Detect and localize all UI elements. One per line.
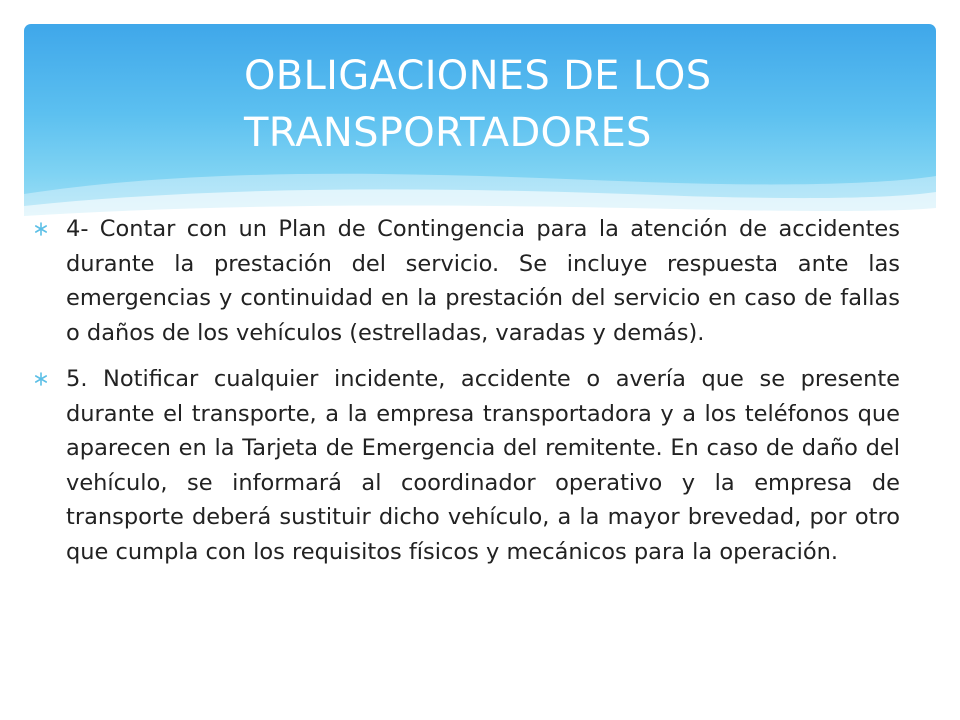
title-banner — [24, 24, 936, 224]
slide-title-line1: OBLIGACIONES DE LOS — [244, 53, 712, 99]
slide-title — [244, 48, 894, 162]
bullet-item-5 — [34, 362, 900, 569]
asterisk-icon — [34, 222, 48, 236]
bullet-text-5: 5. Notificar cualquier incidente, accidente o avería que se presente durante el transporte, a la empresa transportadora y a los teléfonos que aparecen en la Tarjeta de Emergencia del remitente. En caso de daño del vehículo, se informará al coordinador operativo y la empresa de transporte deberá sustituir dicho vehículo, a la mayor brevedad, por otro que cumpla con los requisitos físicos y mecánicos para la operación. — [66, 366, 900, 565]
slide-title-line2: TRANSPORTADORES — [244, 110, 652, 156]
slide-body — [34, 212, 900, 581]
bullet-text-4: 4- Contar con un Plan de Contingencia para la atención de accidentes durante la prestación del servicio. Se incluye respuesta ante las emergencias y continuidad en la prestación del servicio en caso de fallas o daños de los vehículos (estrelladas, varadas y demás). — [66, 216, 900, 346]
asterisk-icon — [34, 372, 48, 386]
bullet-item-4 — [34, 212, 900, 350]
